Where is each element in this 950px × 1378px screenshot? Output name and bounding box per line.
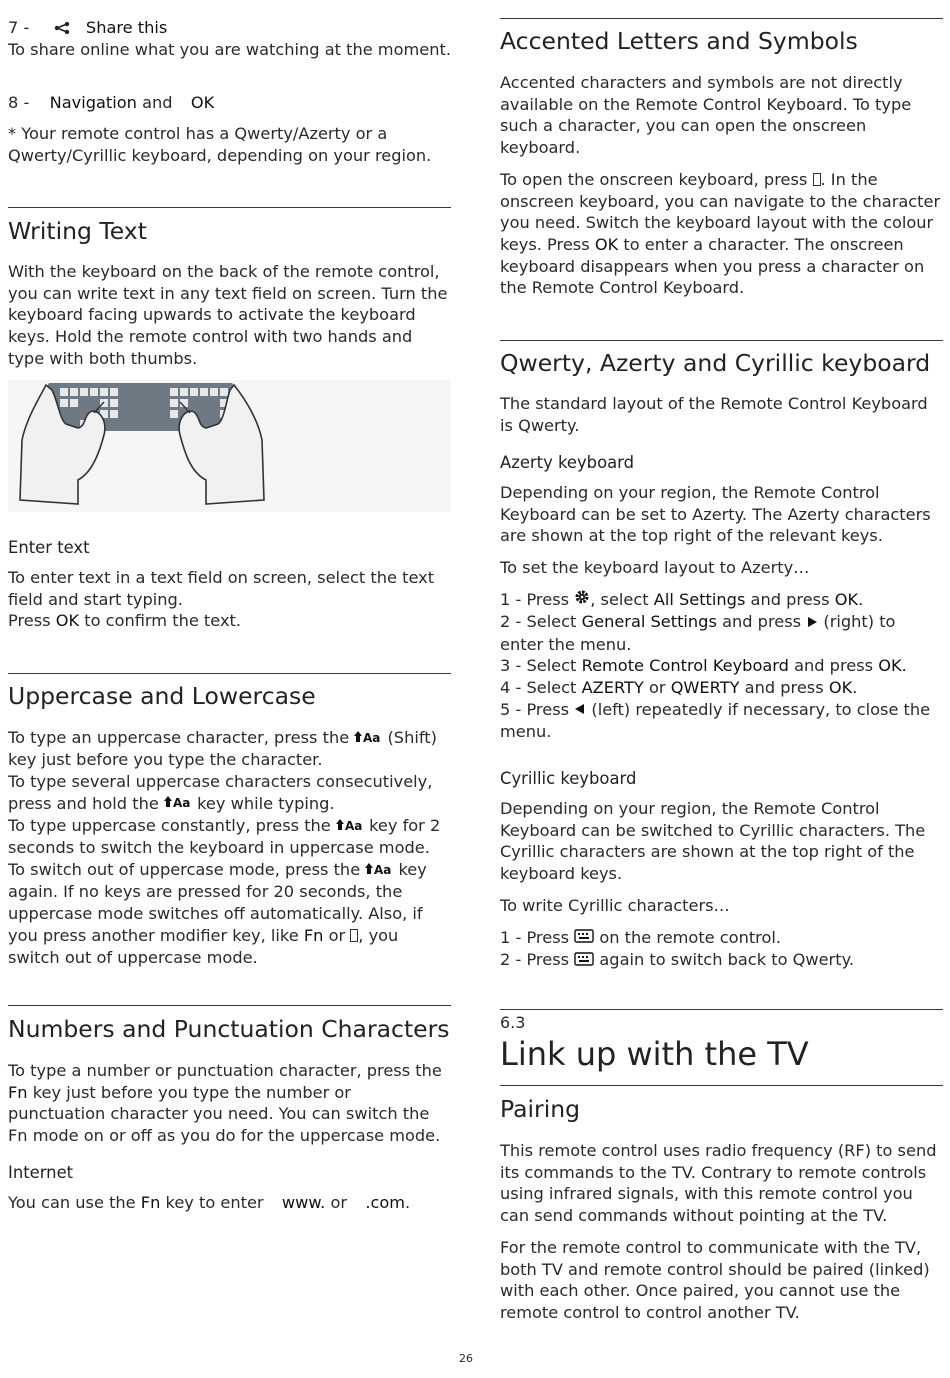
general-settings-label: General Settings: [581, 612, 717, 632]
qwerty-option-label: QWERTY: [670, 677, 740, 697]
step-text: (left) repeatedly if necessary, to close the menu.: [500, 699, 931, 741]
cyrillic-paragraph-2: To write Cyrillic characters…: [500, 895, 730, 915]
step-text: and press: [750, 589, 830, 609]
step-end: .: [901, 656, 907, 676]
uppercase-line-4b: key again. If no keys are pressed for 20 seconds, the uppercase mode switches off automatically. Also, if you press another modifier key, like: [8, 860, 427, 945]
azerty-paragraph-1: Depending on your region, the Remote Control Keyboard can be set to Azerty. The Azerty characters are shown at the top right of the relevant keys.: [500, 483, 931, 546]
item-8: [8, 92, 451, 114]
arrow-right-icon: [806, 612, 818, 634]
svg-text:Aa: Aa: [374, 862, 392, 876]
divider: [500, 340, 943, 341]
settings-gear-icon: [574, 589, 590, 611]
step-text: and press: [794, 656, 874, 676]
arrow-left-icon: [574, 699, 586, 721]
step-text: Select: [526, 677, 577, 697]
enter-text-confirm: to confirm the text.: [84, 611, 242, 631]
uppercase-line-1a: To type an uppercase character, press the: [8, 728, 350, 747]
azerty-steps: [500, 589, 943, 743]
qwerty-body: [500, 393, 943, 436]
enter-text-body: [8, 567, 451, 632]
step-number: 3 -: [500, 656, 522, 676]
pairing-title: Pairing: [500, 1095, 581, 1123]
internet-body: [8, 1192, 451, 1214]
cyrillic-paragraph-1: Depending on your region, the Remote Control Keyboard can be switched to Cyrillic characters. The Cyrillic characters are shown at the top right of the keyboard keys.: [500, 799, 926, 884]
divider: [8, 673, 451, 674]
numbers-pre: To type a number or punctuation character, press the: [8, 1061, 442, 1080]
numbers-title: Numbers and Punctuation Characters: [8, 1015, 450, 1043]
divider: [8, 1005, 451, 1006]
keyboard-note: [8, 123, 451, 166]
ok-key-label: OK: [878, 656, 902, 676]
azerty-title: Azerty keyboard: [500, 453, 634, 472]
uppercase-line-3b: key for 2 seconds to switch the keyboard in uppercase mode.: [8, 816, 441, 858]
writing-text-body: [8, 261, 451, 370]
internet-mid: key to enter: [165, 1193, 264, 1212]
writing-text-title: Writing Text: [8, 217, 147, 245]
numbers-body: [8, 1060, 451, 1147]
divider: [8, 207, 451, 208]
all-settings-label: All Settings: [653, 589, 746, 609]
uppercase-line-4c: , you switch out of uppercase mode.: [8, 925, 399, 967]
item-7-number: 7 -: [8, 18, 30, 37]
item-7: [8, 17, 451, 61]
uppercase-line-2a: To type several uppercase characters consecutively, press and hold the: [8, 772, 433, 813]
ok-key-label: OK: [594, 234, 619, 254]
svg-text:Aa: Aa: [344, 818, 363, 832]
com-key-label: .com: [365, 1193, 406, 1212]
step-text: Press: [526, 589, 570, 609]
step-text: Press: [526, 927, 570, 947]
step-text: Press: [526, 699, 570, 719]
step-text: Press: [526, 949, 570, 969]
remote-control-keyboard-label: Remote Control Keyboard: [581, 656, 789, 676]
divider: [500, 1009, 943, 1010]
accented-p2c: to enter a character. The onscreen keyboard disappears when you press a character on the Remote Control Keyboard.: [500, 234, 925, 298]
cyrillic-steps: [500, 927, 943, 972]
azerty-paragraph-2: To set the keyboard layout to Azerty…: [500, 558, 810, 578]
step-text: Select: [526, 656, 577, 676]
internet-or: or: [330, 1193, 348, 1212]
step-text: on the remote control.: [599, 927, 782, 947]
step-text: again to switch back to Qwerty.: [599, 949, 854, 969]
enter-text-ok: OK: [55, 611, 80, 631]
onscreen-keyboard-icon: [813, 173, 821, 186]
item-8-number: 8 -: [8, 93, 30, 112]
uppercase-line-1b: (Shift) key just before you type the character.: [8, 728, 437, 770]
keyboard-note-text: * Your remote control has a Qwerty/Azerty or a Qwerty/Cyrillic keyboard, depending on your region.: [8, 124, 432, 165]
pairing-paragraph-2: For the remote control to communicate with the TV, both TV and remote control should be paired (linked) with each other. Once paired, you cannot use the remote control to control another TV.: [500, 1237, 930, 1322]
enter-text-title: Enter text: [8, 538, 90, 557]
shift-aa-icon: [365, 860, 393, 882]
writing-text-paragraph: With the keyboard on the back of the remote control, you can write text in any text field on screen. Turn the keyboard facing upwards to activate the keyboard keys. Hold the remote control with two hands and type with both thumbs.: [8, 262, 448, 368]
numbers-post: key just before you type the number or punctuation character you need. You can switch the Fn mode on or off as you do for the uppercase mode.: [8, 1082, 441, 1146]
cyrillic-keyboard-icon: [574, 950, 594, 972]
step-text: (right) to enter the menu.: [500, 612, 896, 654]
cyrillic-body: [500, 798, 943, 971]
step-number: 2 -: [500, 612, 522, 632]
step-text: , select: [590, 589, 649, 609]
hands-keyboard-illustration: [8, 380, 451, 512]
accented-title: Accented Letters and Symbols: [500, 27, 858, 55]
accented-p2a: To open the onscreen keyboard, press: [500, 169, 808, 189]
page-number: 26: [459, 1352, 473, 1365]
pairing-paragraph-1: This remote control uses radio frequency (RF) to send its commands to the TV. Contrary to remote controls using infrared signals, with this remote control you can send commands without pointing at the TV.: [500, 1141, 937, 1226]
cyrillic-title: Cyrillic keyboard: [500, 769, 637, 788]
item-8-nav: Navigation: [49, 93, 137, 112]
step-end: .: [852, 677, 858, 697]
item-7-text: To share online what you are watching at the moment.: [8, 40, 451, 60]
accented-paragraph-1: Accented characters and symbols are not directly available on the Remote Control Keyboard. To type such a character, you can open the onscreen keyboard.: [500, 73, 912, 158]
uppercase-line-2b: key while typing.: [197, 793, 335, 813]
uppercase-line-3a: To type uppercase constantly, press the: [8, 816, 331, 836]
fn-key-label: Fn: [140, 1193, 161, 1212]
uppercase-or: or: [328, 925, 346, 945]
azerty-option-label: AZERTY: [581, 677, 644, 697]
step-number: 1 -: [500, 927, 522, 947]
shift-aa-icon: [336, 816, 364, 838]
chapter-title: Link up with the TV: [500, 1035, 809, 1073]
uppercase-title: Uppercase and Lowercase: [8, 682, 316, 710]
enter-text-paragraph: To enter text in a text field on screen, select the text field and start typing.: [8, 568, 435, 609]
step-text: Select: [526, 612, 577, 632]
shift-aa-icon: [164, 793, 192, 815]
qwerty-title: Qwerty, Azerty and Cyrillic keyboard: [500, 349, 931, 377]
cyrillic-keyboard-icon: [574, 927, 594, 949]
uppercase-body: [8, 727, 451, 968]
item-8-ok: OK: [190, 93, 215, 112]
step-text: and press: [744, 677, 824, 697]
fn-key-label: Fn: [303, 925, 324, 945]
www-key-label: www.: [281, 1193, 326, 1212]
step-end: .: [858, 589, 864, 609]
step-number: 5 -: [500, 699, 522, 719]
pairing-body: [500, 1140, 943, 1324]
chapter-number: 6.3: [500, 1013, 526, 1032]
step-text: and press: [722, 612, 802, 632]
svg-text:Aa: Aa: [363, 730, 381, 744]
svg-text:Aa: Aa: [172, 796, 191, 810]
step-number: 1 -: [500, 589, 522, 609]
accented-body: [500, 72, 943, 299]
fn-key-label: Fn: [8, 1082, 28, 1102]
ok-key-label: OK: [828, 677, 853, 697]
step-number: 2 -: [500, 949, 522, 969]
internet-title: Internet: [8, 1163, 74, 1182]
item-8-and: and: [142, 93, 173, 112]
azerty-body: [500, 482, 943, 743]
step-number: 4 -: [500, 677, 522, 697]
qwerty-paragraph: The standard layout of the Remote Control Keyboard is Qwerty.: [500, 394, 928, 435]
divider: [500, 1085, 943, 1086]
enter-text-press: Press: [8, 611, 51, 631]
shift-aa-icon: [354, 728, 382, 750]
uppercase-line-4a: To switch out of uppercase mode, press the: [8, 860, 361, 880]
share-icon: [54, 18, 70, 40]
ok-key-label: OK: [834, 589, 859, 609]
divider: [500, 18, 943, 19]
step-text: or: [648, 677, 666, 697]
internet-end: .: [405, 1193, 411, 1212]
accented-p2b: . In the onscreen keyboard, you can navigate to the character you need. Switch the keyboard layout with the colour keys. Press: [500, 169, 941, 254]
item-7-label: Share this: [85, 18, 168, 37]
internet-pre: You can use the: [8, 1193, 136, 1212]
